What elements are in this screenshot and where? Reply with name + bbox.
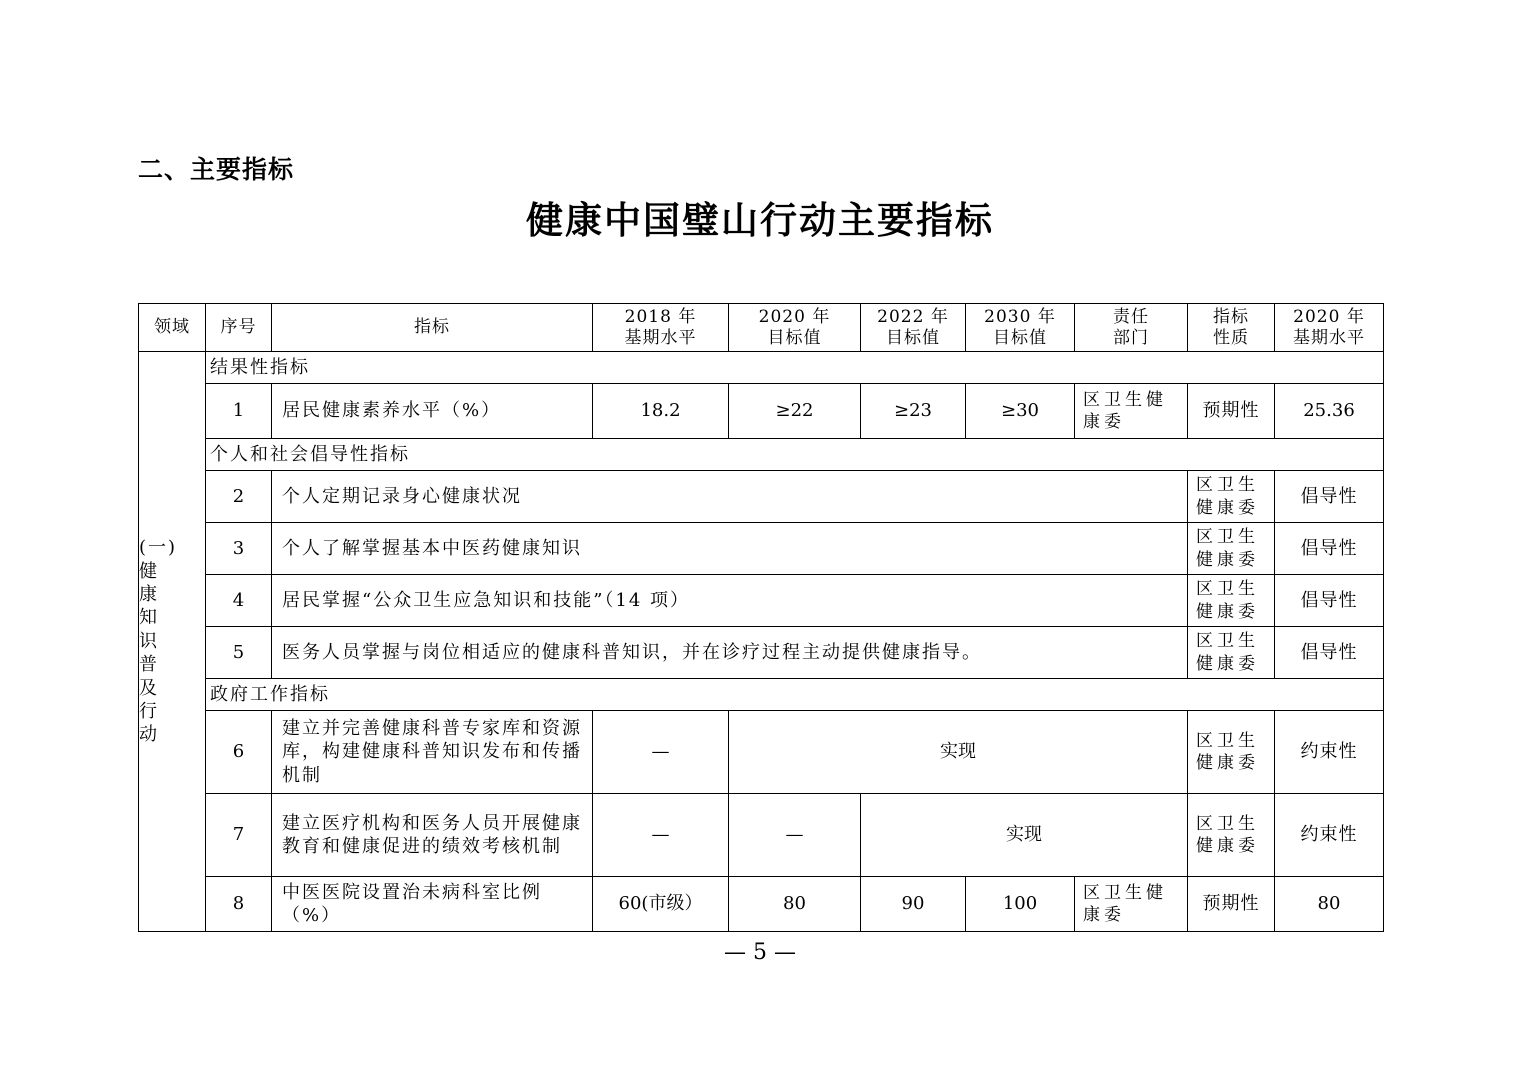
page-title: 健康中国璧山行动主要指标 xyxy=(526,199,994,242)
table-row: 2 个人定期记录身心健康状况 区卫生健康委 倡导性 xyxy=(139,471,1384,523)
group-row-government xyxy=(139,679,1384,711)
table-row: 7 建立医疗机构和医务人员开展健康教育和健康促进的绩效考核机制 — — 实现 区卫生健康委 约束性 xyxy=(139,794,1384,877)
header-domain: 领域 xyxy=(139,304,206,352)
header-target-2022: 2022 年 目标值 xyxy=(861,304,966,352)
header-indicator: 指标 xyxy=(272,304,593,352)
group-row-outcome xyxy=(139,352,1384,384)
group-label: 政府工作指标 xyxy=(206,679,1384,711)
domain-cell: (一) 健 康 知 识 普 及 行 动 xyxy=(139,352,206,932)
table-row: 4 居民掌握“公众卫生应急知识和技能”（14 项） 区卫生健康委 倡导性 xyxy=(139,575,1384,627)
header-target-2030: 2030 年 目标值 xyxy=(966,304,1075,352)
page-number: — 5 — xyxy=(724,940,796,965)
table-row: 1 居民健康素养水平（%） 18.2 ≥22 ≥23 ≥30 区卫生健康委 预期性 25.36 xyxy=(139,384,1384,439)
table-row: 8 中医医院设置治未病科室比例（%） 60(市级） 80 90 100 区卫生健康委 预期性 80 xyxy=(139,877,1384,932)
header-seq: 序号 xyxy=(206,304,272,352)
group-label: 个人和社会倡导性指标 xyxy=(206,439,1384,471)
group-row-advocacy xyxy=(139,439,1384,471)
table-row: 6 建立并完善健康科普专家库和资源库，构建健康科普知识发布和传播机制 — 实现 区卫生健康委 约束性 xyxy=(139,711,1384,794)
header-row xyxy=(139,304,1384,352)
group-label: 结果性指标 xyxy=(206,352,1384,384)
section-heading: 二、主要指标 xyxy=(138,155,295,184)
header-target-2020: 2020 年 目标值 xyxy=(729,304,861,352)
header-nature: 指标 性质 xyxy=(1188,304,1275,352)
table-row: 3 个人了解掌握基本中医药健康知识 区卫生健康委 倡导性 xyxy=(139,523,1384,575)
header-dept: 责任 部门 xyxy=(1075,304,1188,352)
header-base-2018: 2018 年 基期水平 xyxy=(593,304,729,352)
table-row: 5 医务人员掌握与岗位相适应的健康科普知识，并在诊疗过程主动提供健康指导。 区卫生健康委 倡导性 xyxy=(139,627,1384,679)
header-base-2020: 2020 年 基期水平 xyxy=(1275,304,1384,352)
indicator-table xyxy=(138,303,1384,932)
